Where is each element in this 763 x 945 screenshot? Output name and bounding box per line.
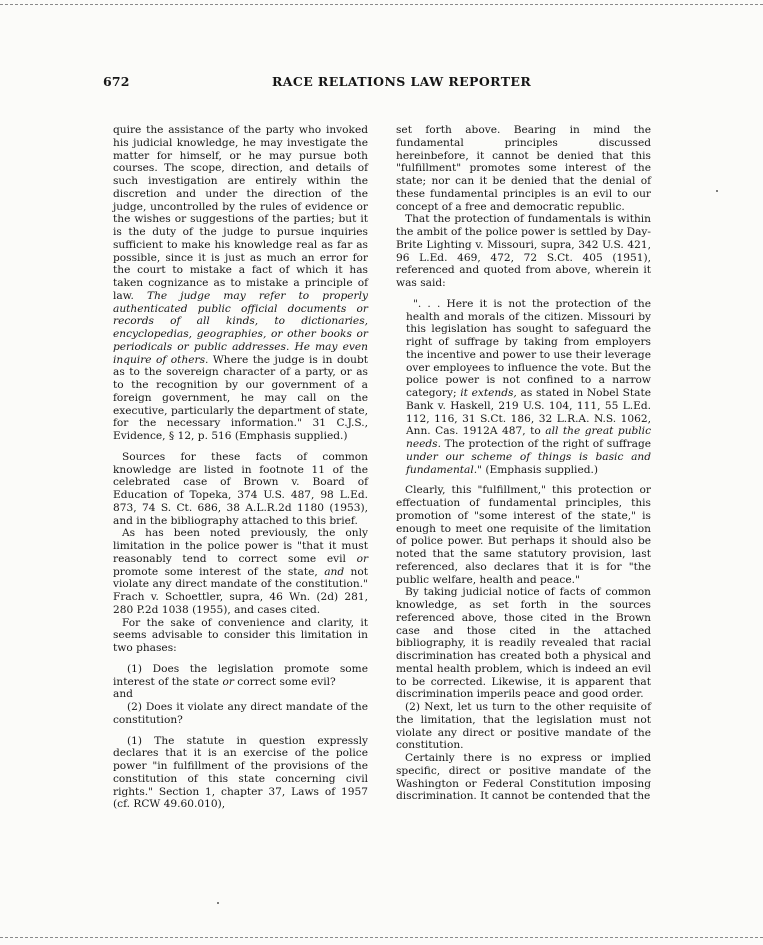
text-span: as stated in Nobel State Bank v. Haskell, 219 U.S. 104, 111, 55 L.Ed. 112, 116, 31 S.Ct. 186, 32 L.R.A. N.S. 1062, Ann. Cas. 1912A 487, to [406, 387, 651, 438]
text-span: The protection of the right of suffrage [444, 438, 651, 450]
paragraph-sources: Sources for these facts of common knowledge are listed in footnote 11 of the celebrated case of Brown v. Board of Education of Topeka, 374 U.S. 487, 98 L.Ed. 873, 74 S. Ct. 686, 38 A.L.R.2d 1180 (1953), and in the bibliography attached to this brief. [113, 450, 368, 527]
text-span: Where the judge is in doubt as to the sovereign character of a party, or as to the recognition by our government of a foreign government, he may call on the executive, particularly the department of state, for the necessary information." 31 C.J.S., Evidence, § 12, p. 516 (Emphasis supplied.) [113, 353, 368, 442]
list-connector: and [113, 688, 133, 701]
paragraph-set-forth: set forth above. Bearing in mind the fundamental principles discussed hereinbefore, it cannot be denied that this "fulfillment" promotes some interest of the state; nor can it be denied that the denial of these fundamental principles is an evil to our concept of a free and democratic republic. [396, 124, 651, 213]
left-column [113, 124, 368, 811]
page-number: 672 [103, 74, 130, 89]
paragraph-judicial-notice: By taking judicial notice of facts of common knowledge, as set forth in the sources referenced above, those cited in the Brown case and those cited in the attached bibliography, it is readily revealed that racial discrimination has created both a physical and mental health problem, which is indeed an evil to be corrected. Likewise, it is apparent that discrimination imperils peace and good order. [396, 586, 651, 701]
emphasis-text: under our scheme of things is basic and fundamental." [406, 450, 651, 476]
bottom-dashed-rule [0, 937, 763, 938]
block-quote [406, 298, 651, 477]
text-span: As has been noted previously, the only limitation in the police power is "that it must reasonably tend to correct some evil [113, 527, 368, 565]
paragraph-clearly: Clearly, this "fulfillment," this protection or effectuation of fundamental principles, this promotion of "some interest of the state," is enough to meet one requisite of the limitation of police power. But perhaps it should also be noted that the same statutory provision, last referenced, also declares that it is for "the public welfare, health and peace." [396, 484, 651, 586]
right-column [396, 124, 651, 803]
paragraph-continuation [113, 124, 368, 443]
emphasis-text: it extends, [460, 387, 517, 399]
paragraph-two-phases: For the sake of convenience and clarity, it seems advisable to consider this limitation in two phases: [113, 616, 368, 654]
running-title: RACE RELATIONS LAW REPORTER [272, 74, 532, 89]
text-span: not violate any direct mandate of the constitution." Frach v. Schoettler, supra, 46 Wn. (2d) 281, 280 P.2d 1038 (1955), and cases cited. [113, 565, 369, 616]
paragraph-statute: (1) The statute in question expressly declares that it is an exercise of the police power "in fulfillment of the provisions of the constitution of this state concerning civil rights." Section 1, chapter 37, Laws of 1957 (cf. RCW 49.60.010), [113, 734, 368, 811]
emphasis-text: all the great public needs. [406, 425, 652, 450]
text-span: (Emphasis supplied.) [485, 463, 599, 476]
emphasis-text: The judge may refer to properly authenticated public official documents or records of all kinds, to dictionaries, encyclopedias, geographies, or other books or periodicals or public addresses. He may even inquire of others. [113, 289, 368, 366]
scan-speck [217, 902, 219, 904]
paragraph-requisite: (2) Next, let us turn to the other requisite of the limitation, that the legislation must not violate any direct or positive mandate of the constitution. [396, 701, 651, 752]
emphasis-text: or [222, 675, 234, 688]
text-span: quire the assistance of the party who invoked his judicial knowledge, he may investigate the matter for himself, or he may pursue both courses. The scope, direction, and details of such investigation are entirely within the discretion and under the direction of the judge, uncontrolled by the rules of evidence or the wishes or suggestions of the parties; but it is the duty of the judge to pursue inquiries sufficient to make his knowledge real as far as possible, since it is just as much an error for the court to mistake a fact of which it has taken cognizance as to mistake a principle of law. [113, 124, 368, 302]
list-item-phase-2: (2) Does it violate any direct mandate of the constitution? [113, 701, 368, 726]
text-span: ". . . Here it is not the protection of the health and morals of the citizen. Missouri by this legislation has sought to safeguard the right of suffrage by taking from employers the incentive and power to use their leverage over employees to influence the vote. But the police power is not confined to a narrow category; [406, 297, 651, 399]
scan-speck [716, 190, 718, 192]
top-dashed-rule [0, 4, 763, 5]
list-item-phase-1 [113, 663, 368, 689]
paragraph-certainly: Certainly there is no express or implied specific, direct or positive mandate of the Washington or Federal Constitution imposing discrimination. It cannot be contended that the [396, 752, 651, 803]
text-span: promote some interest of the state, [113, 565, 318, 578]
paragraph-limitation [113, 527, 368, 616]
paragraph-protection: That the protection of fundamentals is within the ambit of the police power is settled by Day-Brite Lighting v. Missouri, supra, 342 U.S. 421, 96 L.Ed. 469, 472, 72 S.Ct. 405 (1951), referenced and quoted from above, wherein it was said: [396, 213, 651, 289]
emphasis-text: or [356, 552, 369, 565]
text-span: correct some evil? [237, 675, 336, 688]
emphasis-text: and [324, 565, 345, 578]
text-span: (1) Does the legislation promote some interest of the state [113, 662, 368, 688]
